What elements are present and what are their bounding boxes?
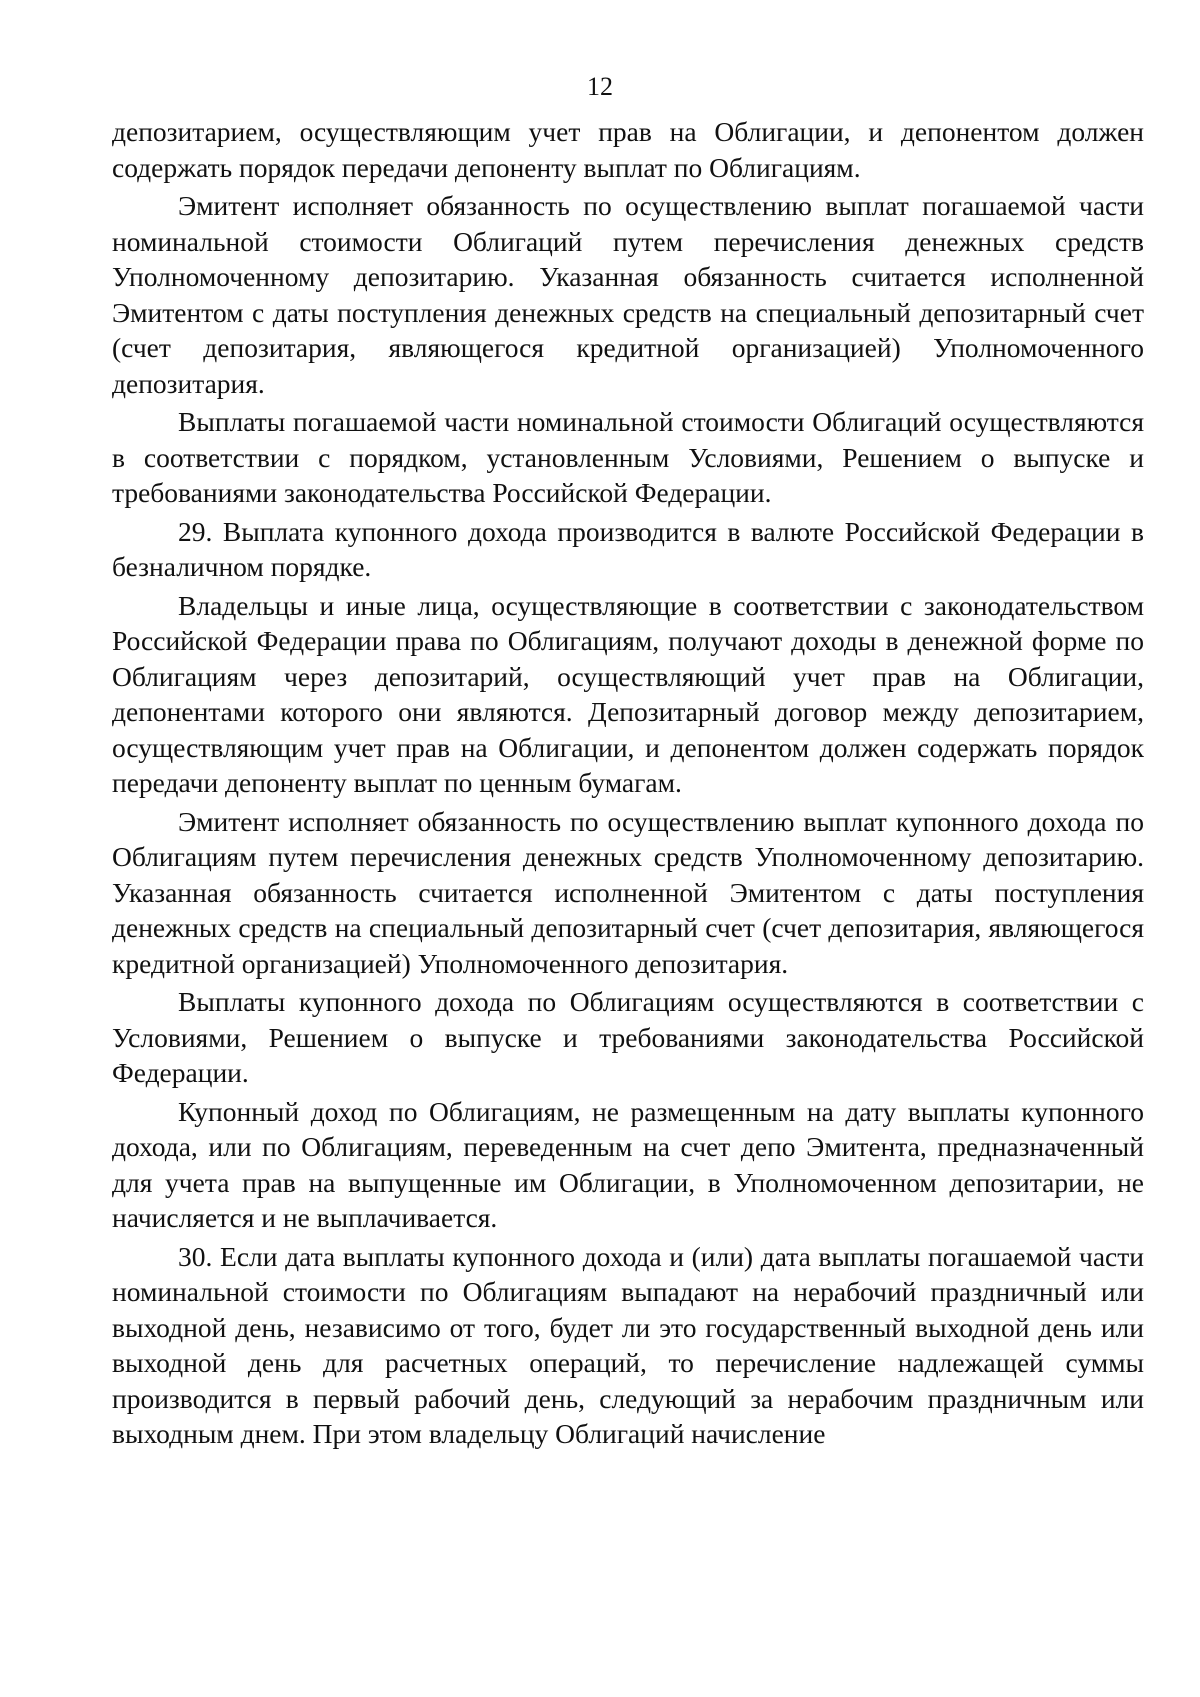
page-number: 12 bbox=[587, 72, 613, 101]
paragraph-item-29: 29. Выплата купонного дохода производится в валюте Российской Федерации в безналичном порядке. bbox=[112, 515, 1144, 582]
paragraph-item-30: 30. Если дата выплаты купонного дохода и (или) дата выплаты погашаемой части номинальной стоимости по Облигациям выпадают на нерабочий праздничный или выходной день, независимо от того, будет ли это государственный выходной день или выходной день для расчетных операций, то перечисление надлежащей суммы производится в первый рабочий день, следующий за нерабочим праздничным или выходным днем. При этом владельцу Облигаций начисление bbox=[112, 1240, 1144, 1449]
paragraph: Выплаты погашаемой части номинальной стоимости Облигаций осуществляются в соответствии с порядком, установленным Условиями, Решением о выпуске и требованиями законодательства Российской Федерации. bbox=[112, 406, 1144, 508]
paragraph: Выплаты купонного дохода по Облигациям осуществляются в соответствии с Условиями, Решением о выпуске и требованиями законодательства Российской Федерации. bbox=[112, 986, 1144, 1088]
document-body bbox=[112, 114, 1144, 1452]
paragraph: Эмитент исполняет обязанность по осуществлению выплат купонного дохода по Облигациям путем перечисления денежных средств Уполномоченному депозитарию. Указанная обязанность считается исполненной Эмитентом с даты поступления денежных средств на специальный депозитарный счет (счет депозитария, являющегося кредитной организацией) Уполномоченного депозитария. bbox=[112, 805, 1144, 979]
paragraph: Эмитент исполняет обязанность по осуществлению выплат погашаемой части номинальной стоимости Облигаций путем перечисления денежных средств Уполномоченному депозитарию. Указанная обязанность считается исполненной Эмитентом с даты поступления денежных средств на специальный депозитарный счет (счет депозитария, являющегося кредитной организацией) Уполномоченного депозитария. bbox=[112, 190, 1144, 399]
paragraph: Владельцы и иные лица, осуществляющие в соответствии с законодательством Российской Федерации права по Облигациям, получают доходы в денежной форме по Облигациям через депозитарий, осуществляющий учет прав на Облигации, депонентами которого они являются. Депозитарный договор между депозитарием, осуществляющим учет прав на Облигации, и депонентом должен содержать порядок передачи депоненту выплат по ценным бумагам. bbox=[112, 589, 1144, 798]
paragraph: Купонный доход по Облигациям, не размещенным на дату выплаты купонного дохода, или по Облигациям, переведенным на счет депо Эмитента, предназначенный для учета прав на выпущенные им Облигации, в Уполномоченном депозитарии, не начисляется и не выплачивается. bbox=[112, 1095, 1144, 1233]
paragraph-continuation: депозитарием, осуществляющим учет прав на Облигации, и депонентом должен содержать порядок передачи депоненту выплат по Облигациям. bbox=[112, 116, 1144, 183]
